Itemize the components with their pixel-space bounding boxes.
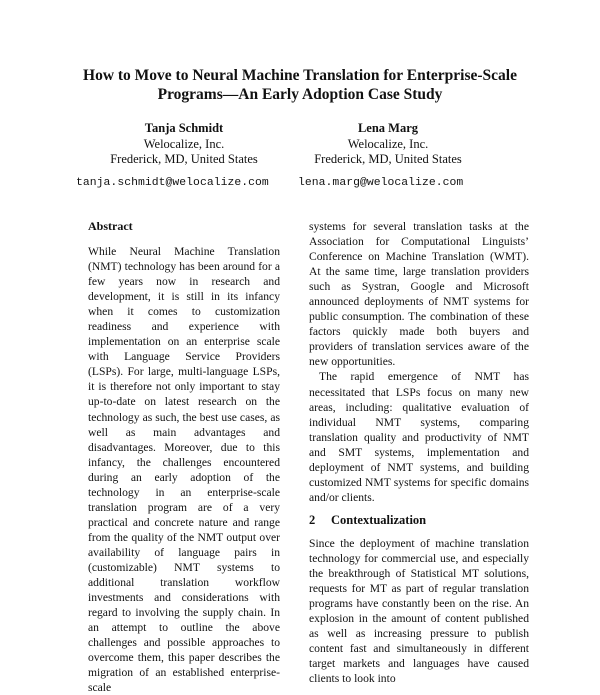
author-email-1: tanja.schmidt@welocalize.com (76, 177, 269, 189)
right-column (309, 219, 529, 686)
abstract-heading: Abstract (88, 219, 133, 233)
author-location: Frederick, MD, United States (314, 152, 462, 166)
author-affiliation: Welocalize, Inc. (347, 136, 429, 151)
section-heading (309, 513, 529, 528)
author-name: Tanja Schmidt (144, 121, 224, 135)
abstract-text: While Neural Machine Translation (NMT) technology has been around for a few years now in research and development, it is still in its infancy when it comes to customization readiness and experience with implementation on an enterprise scale with Language Service Providers (LSPs). For large, multi-language LSPs, it is therefore not only important to stay up-to-date on latest research on the technology as such, the best use cases, as well as main advantages and disadvantages. Moreover, due to this infancy, the challenges encountered during an early adoption of the technology in an enterprise-scale translation program are of a very practical and concrete nature and range from the quality of the NMT output over availability of language pairs in (customizable) NMT systems to additional translation workflow investments and considerations with regard to involving the supply chain. In an attempt to outline the above challenges and possible approaches to overcome them, this paper describes the migration of an established enterprise-scale (88, 245, 280, 695)
author-affiliation: Welocalize, Inc. (143, 136, 225, 151)
section-number: 2 (309, 512, 316, 527)
intro-paragraph-1: systems for several translation tasks at the Association for Computational Linguists’ Conference on Machine Translation (WMT). At the same time, large translation providers such as Systran, Google and Microsoft announced deployments of NMT systems for public consumption. The combination of these factors quickly made both buyers and providers of translation services aware of the new opportunities. (309, 220, 529, 369)
intro-paragraph-2: The rapid emergence of NMT has necessitated that LSPs focus on many new areas, including: qualitative evaluation of individual NMT systems, comparing translation quality and productivity of NMT and SMT systems, implementation and deployment of NMT systems, and building customized NMT systems for specific domains and/or clients. (309, 370, 529, 504)
author-block-1 (84, 121, 284, 168)
author-block-2 (300, 121, 476, 168)
paper-title (60, 66, 540, 104)
author-name: Lena Marg (357, 121, 419, 135)
section-paragraph: Since the deployment of machine translation technology for commercial use, and especially the breakthrough of Statistical MT solutions, requests for MT as part of regular translation programs have constantly been on the rise. An explosion in the amount of content published as well as increasing pressure to publish content fast and simultaneously in different target markets and languages have caused clients to look into (309, 536, 529, 686)
author-location: Frederick, MD, United States (110, 152, 258, 166)
author-email-2: lena.marg@welocalize.com (298, 177, 464, 189)
left-column (88, 219, 280, 695)
title-line-1: How to Move to Neural Machine Translation for Enterprise-Scale (83, 67, 517, 84)
section-title: Contextualization (331, 512, 427, 527)
title-line-2: Programs—An Early Adoption Case Study (157, 86, 443, 103)
